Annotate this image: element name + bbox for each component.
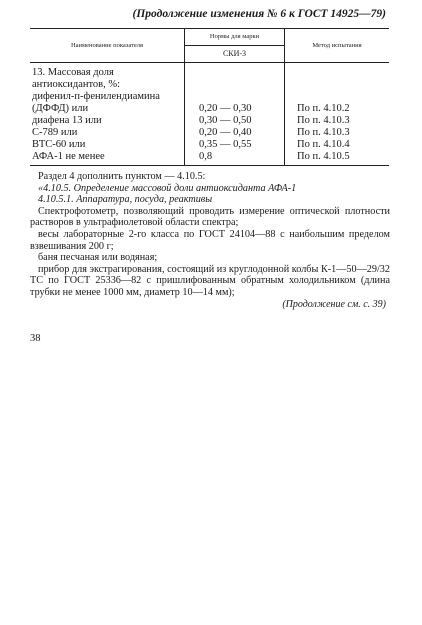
equipment-item: Спектрофотометр, позволяющий проводить измерение оптической плотности растворов в ультрафиолетовой области спектра;: [30, 205, 390, 229]
equipment-item: весы лабораторные 2-го класса по ГОСТ 24104—88 с наибольшим пределом взвешивания 200 г;: [30, 228, 390, 252]
amendment-intro: Раздел 4 дополнить пунктом — 4.10.5:: [38, 171, 206, 182]
column-header-indicator: Наименование показателя: [30, 29, 185, 63]
table-header-row: [30, 29, 389, 46]
table-row: [30, 91, 389, 115]
indicator-name: диафена 13 или: [32, 115, 102, 126]
table-row: [30, 127, 389, 139]
equipment-item: прибор для экстрагирования, состоящий из круглодонной колбы К-1—50—29/32 ТС по ГОСТ 25336—82 с пришлифованным обратным холодильником (длина трубки не менее 1000 мм, диаметр 10—14 мм);: [30, 263, 390, 298]
indicator-name: 13. Массовая доля антиоксидантов, %:: [32, 67, 121, 90]
norm-value: [185, 63, 285, 92]
norm-value: 0,8: [185, 151, 285, 166]
running-header: (Продолжение изменения № 6 к ГОСТ 14925—79): [132, 8, 386, 20]
indicator-name: АФА-1 не менее: [30, 151, 185, 166]
indicator-name: ВТС-60 или: [32, 139, 86, 150]
norms-table: [30, 28, 389, 166]
test-method: [285, 63, 390, 92]
norm-value: 0,30 — 0,50: [185, 115, 285, 127]
indicator-name: дифенил-п-фенилендиамина (ДФФД) или: [32, 91, 160, 114]
test-method: По п. 4.10.3: [285, 115, 390, 127]
body-text: [30, 171, 390, 299]
page-number: 38: [30, 333, 41, 344]
table-row: [30, 63, 389, 92]
test-method: По п. 4.10.5: [285, 151, 390, 166]
indicator-name: С-789 или: [32, 127, 78, 138]
continuation-note: (Продолжение см. с. 39): [282, 299, 386, 310]
norm-value: 0,20 — 0,40: [185, 127, 285, 139]
test-method: По п. 4.10.3: [285, 127, 390, 139]
table-row: [30, 115, 389, 127]
table-row: [30, 151, 389, 166]
test-method: По п. 4.10.4: [285, 139, 390, 151]
column-header-grade: СКИ-3: [185, 46, 285, 63]
table-row: [30, 139, 389, 151]
norm-value: 0,20 — 0,30: [185, 91, 285, 115]
test-method: По п. 4.10.2: [285, 91, 390, 115]
column-header-norms: Нормы для марки: [185, 29, 285, 46]
clause-heading: «4.10.5. Определение массовой доли антиоксиданта АФА-1: [38, 182, 297, 194]
column-header-method: Метод испытания: [285, 29, 390, 63]
norm-value: 0,35 — 0,55: [185, 139, 285, 151]
subclause-heading: 4.10.5.1. Аппаратура, посуда, реактивы: [38, 194, 213, 206]
equipment-item: баня песчаная или водяная;: [38, 252, 158, 264]
